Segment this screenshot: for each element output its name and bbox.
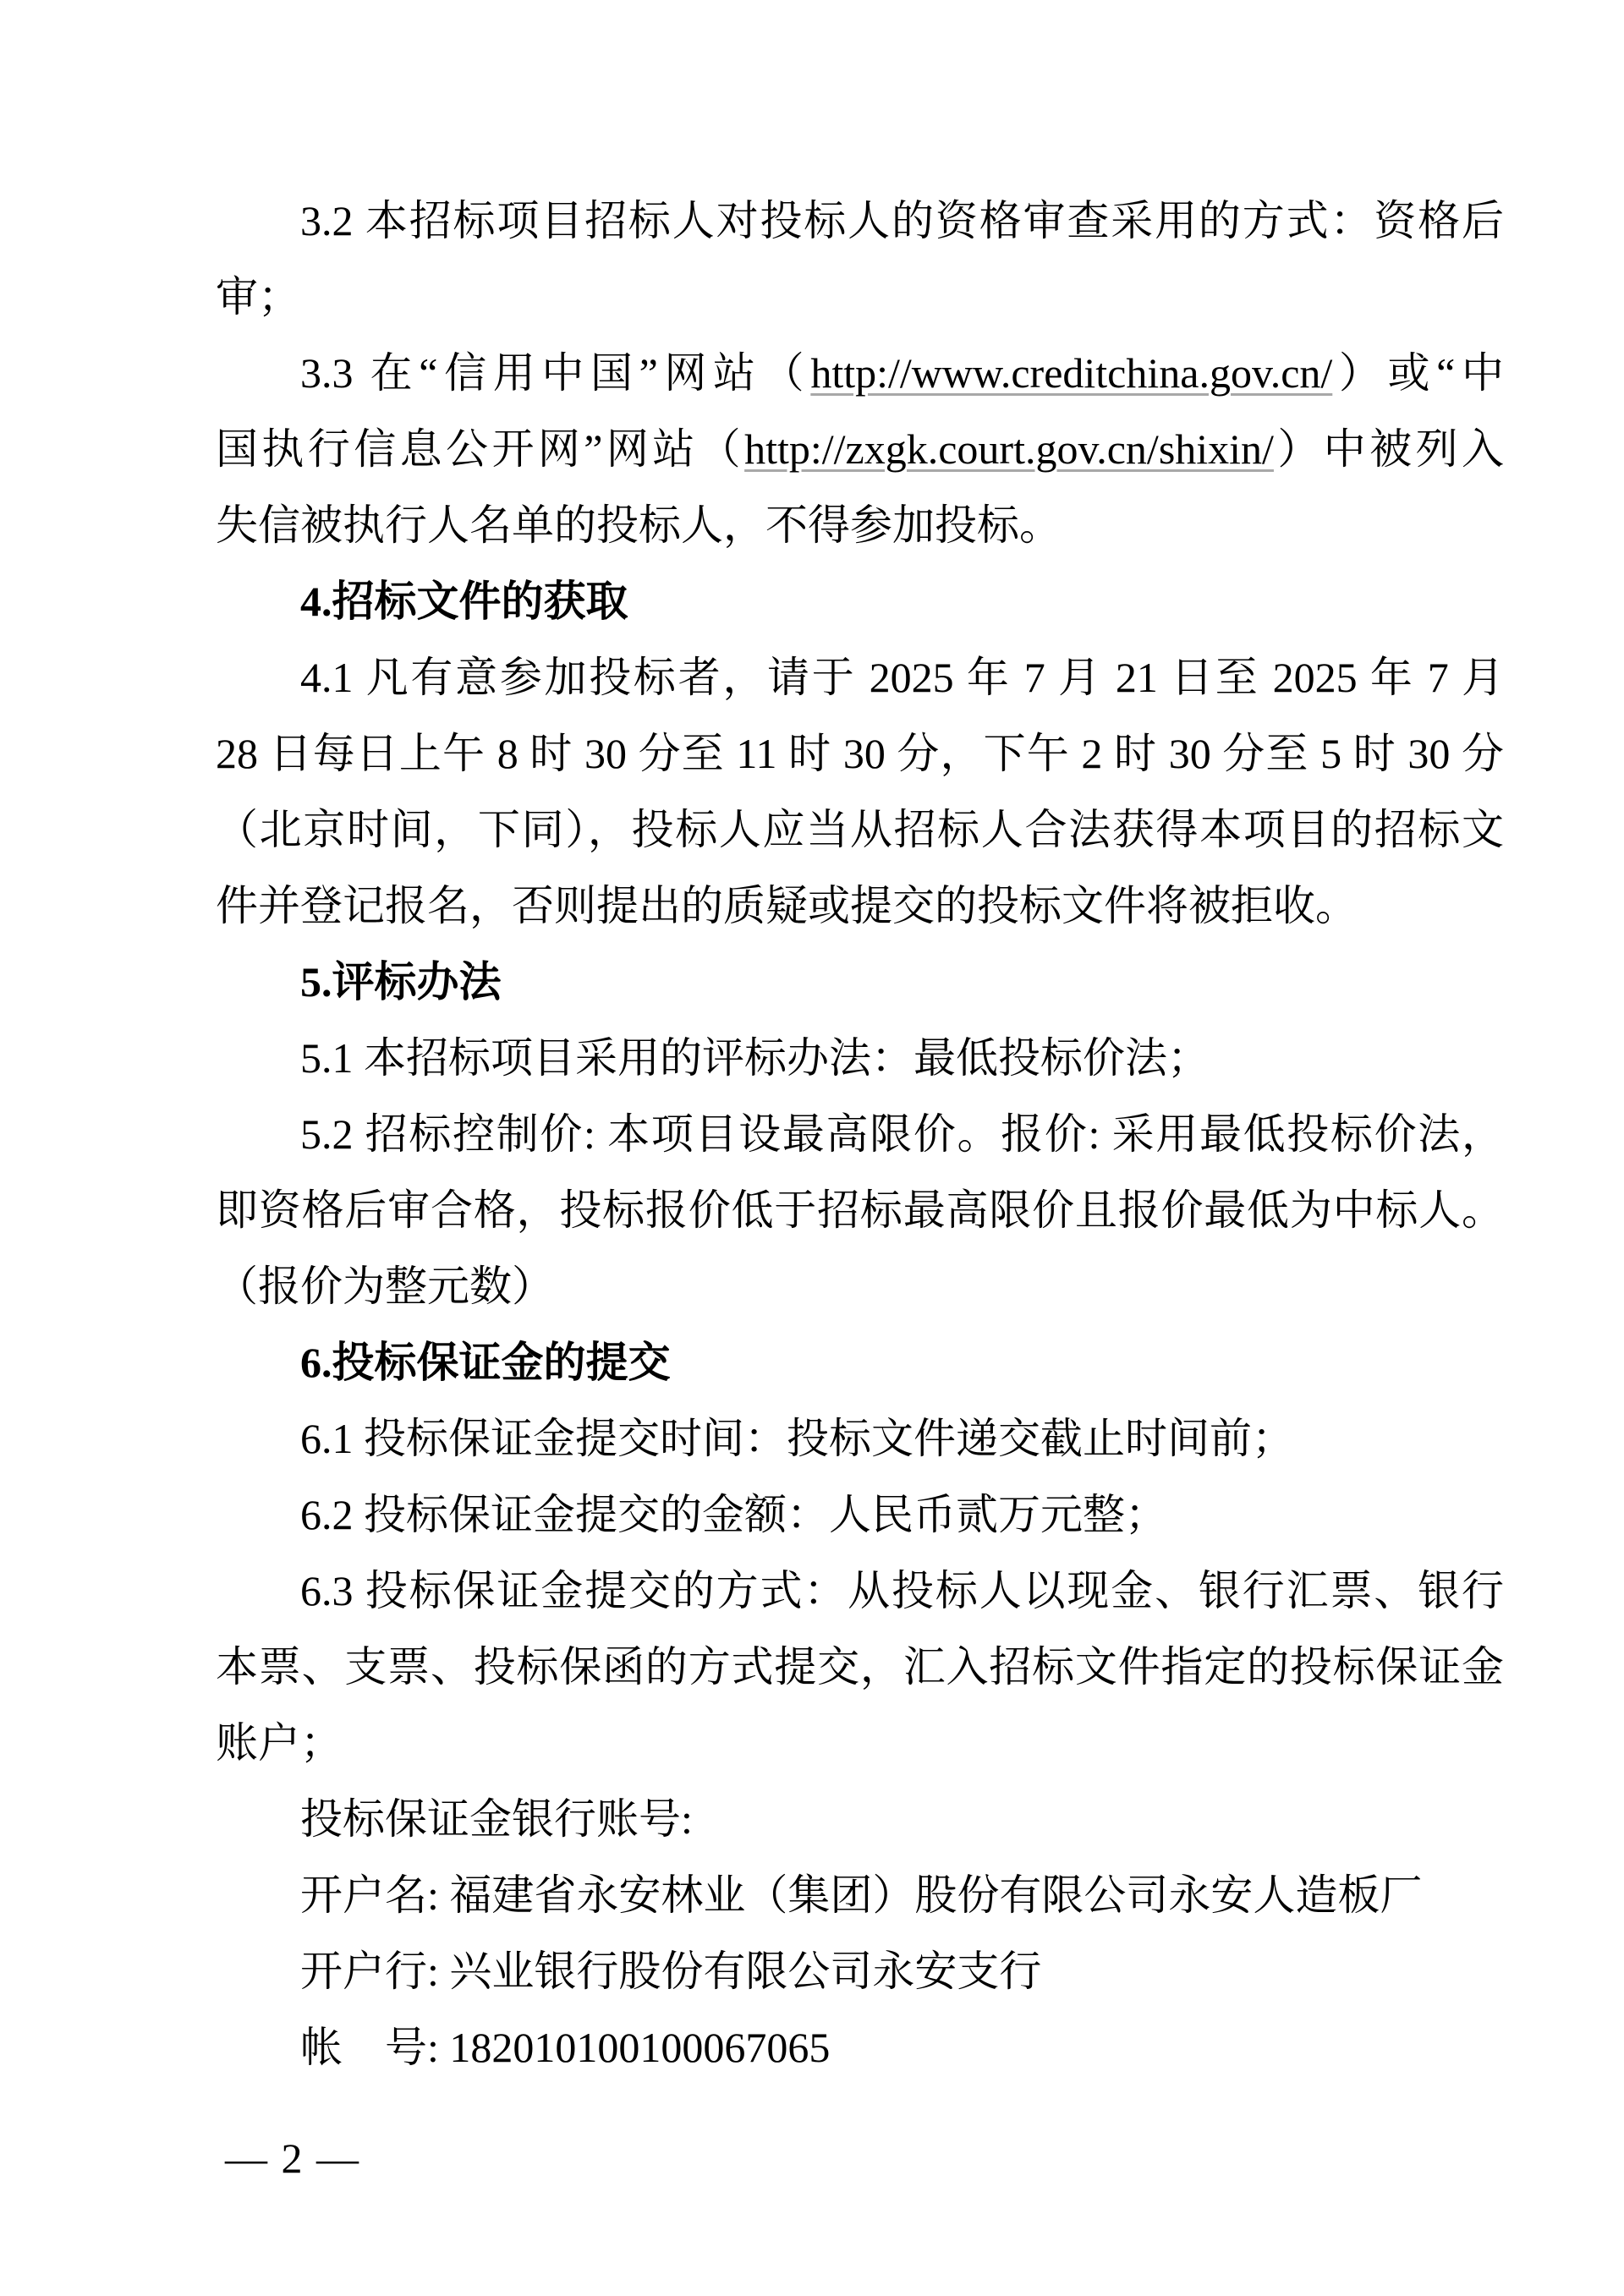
text-segment: 3.3 在“信用中国”网站（ (300, 349, 811, 397)
url-text: http://www.creditchina.gov.cn/ (810, 349, 1333, 397)
text-segment: 3.2 本招标项目招标人对投标人的资格审查采用的方式：资格后 (300, 197, 1504, 244)
text-line (216, 259, 1504, 335)
text-line (216, 1629, 1504, 1705)
text-segment: 件并登记报名，否则提出的质疑或提交的投标文件将被拒收。 (216, 882, 1358, 929)
text-segment: 本票、支票、投标保函的方式提交，汇入招标文件指定的投标保证金 (216, 1643, 1504, 1690)
text-segment: （北京时间，下同），投标人应当从招标人合法获得本项目的招标文 (216, 806, 1504, 853)
text-segment: 帐 号: 182010100100067065 (300, 2024, 831, 2071)
text-segment: 5.2 招标控制价: 本项目设最高限价。报价: 采用最低投标价法， (300, 1110, 1504, 1158)
text-line (216, 487, 1504, 563)
text-segment: 28 日每日上午 8 时 30 分至 11 时 30 分，下午 2 时 30 分至 5 时 30 分 (216, 730, 1504, 777)
text-line (216, 1933, 1504, 2009)
text-segment: （报价为整元数） (216, 1263, 554, 1310)
text-segment: 开户名: 福建省永安林业（集团）股份有限公司永安人造板厂 (300, 1871, 1423, 1919)
text-segment: 开户行: 兴业银行股份有限公司永安支行 (300, 1948, 1042, 1995)
text-segment: 4.招标文件的获取 (300, 578, 628, 625)
section-heading (216, 1324, 1504, 1400)
document-body (216, 183, 1504, 2085)
text-line (216, 183, 1504, 259)
text-line (216, 1553, 1504, 1629)
text-line (216, 335, 1504, 411)
text-segment: 审； (216, 273, 300, 321)
page-number: — 2 — (225, 2134, 360, 2182)
text-segment: 4.1 凡有意参加投标者，请于 2025 年 7 月 21 日至 2025 年 7 月 (300, 654, 1504, 701)
text-line (216, 639, 1504, 715)
text-line (216, 1096, 1504, 1172)
text-line (216, 715, 1504, 792)
text-line (216, 792, 1504, 868)
text-segment: 账户； (216, 1719, 343, 1767)
text-segment: 5.1 本招标项目采用的评标办法：最低投标价法； (300, 1034, 1210, 1082)
text-line (216, 1781, 1504, 1857)
text-segment: 6.2 投标保证金提交的金额：人民币贰万元整； (300, 1491, 1167, 1538)
text-line (216, 1400, 1504, 1477)
section-heading (216, 563, 1504, 639)
text-segment: 6.3 投标保证金提交的方式：从投标人以现金、银行汇票、银行 (300, 1567, 1504, 1614)
text-segment: ）或“中 (1332, 349, 1504, 397)
text-segment: 5.评标办法 (300, 958, 502, 1006)
url-text: http://zxgk.court.gov.cn/shixin/ (744, 425, 1274, 473)
text-line (216, 1477, 1504, 1553)
text-segment: 6.1 投标保证金提交时间：投标文件递交截止时间前； (300, 1415, 1294, 1462)
text-line (216, 1172, 1504, 1248)
text-segment: 即资格后审合格，投标报价低于招标最高限价且报价最低为中标人。 (216, 1186, 1504, 1234)
text-line (216, 1705, 1504, 1781)
text-line (216, 2009, 1504, 2085)
text-line (216, 1248, 1504, 1324)
text-line (216, 1020, 1504, 1096)
text-segment: 投标保证金银行账号: (300, 1795, 693, 1843)
section-heading (216, 944, 1504, 1020)
text-line (216, 868, 1504, 944)
text-segment: ）中被列入 (1273, 425, 1504, 473)
text-segment: 失信被执行人名单的投标人，不得参加投标。 (216, 501, 1062, 549)
text-segment: 6.投标保证金的提交 (300, 1339, 671, 1386)
text-segment: 国执行信息公开网”网站（ (216, 425, 745, 473)
text-line (216, 411, 1504, 487)
text-line (216, 1857, 1504, 1933)
